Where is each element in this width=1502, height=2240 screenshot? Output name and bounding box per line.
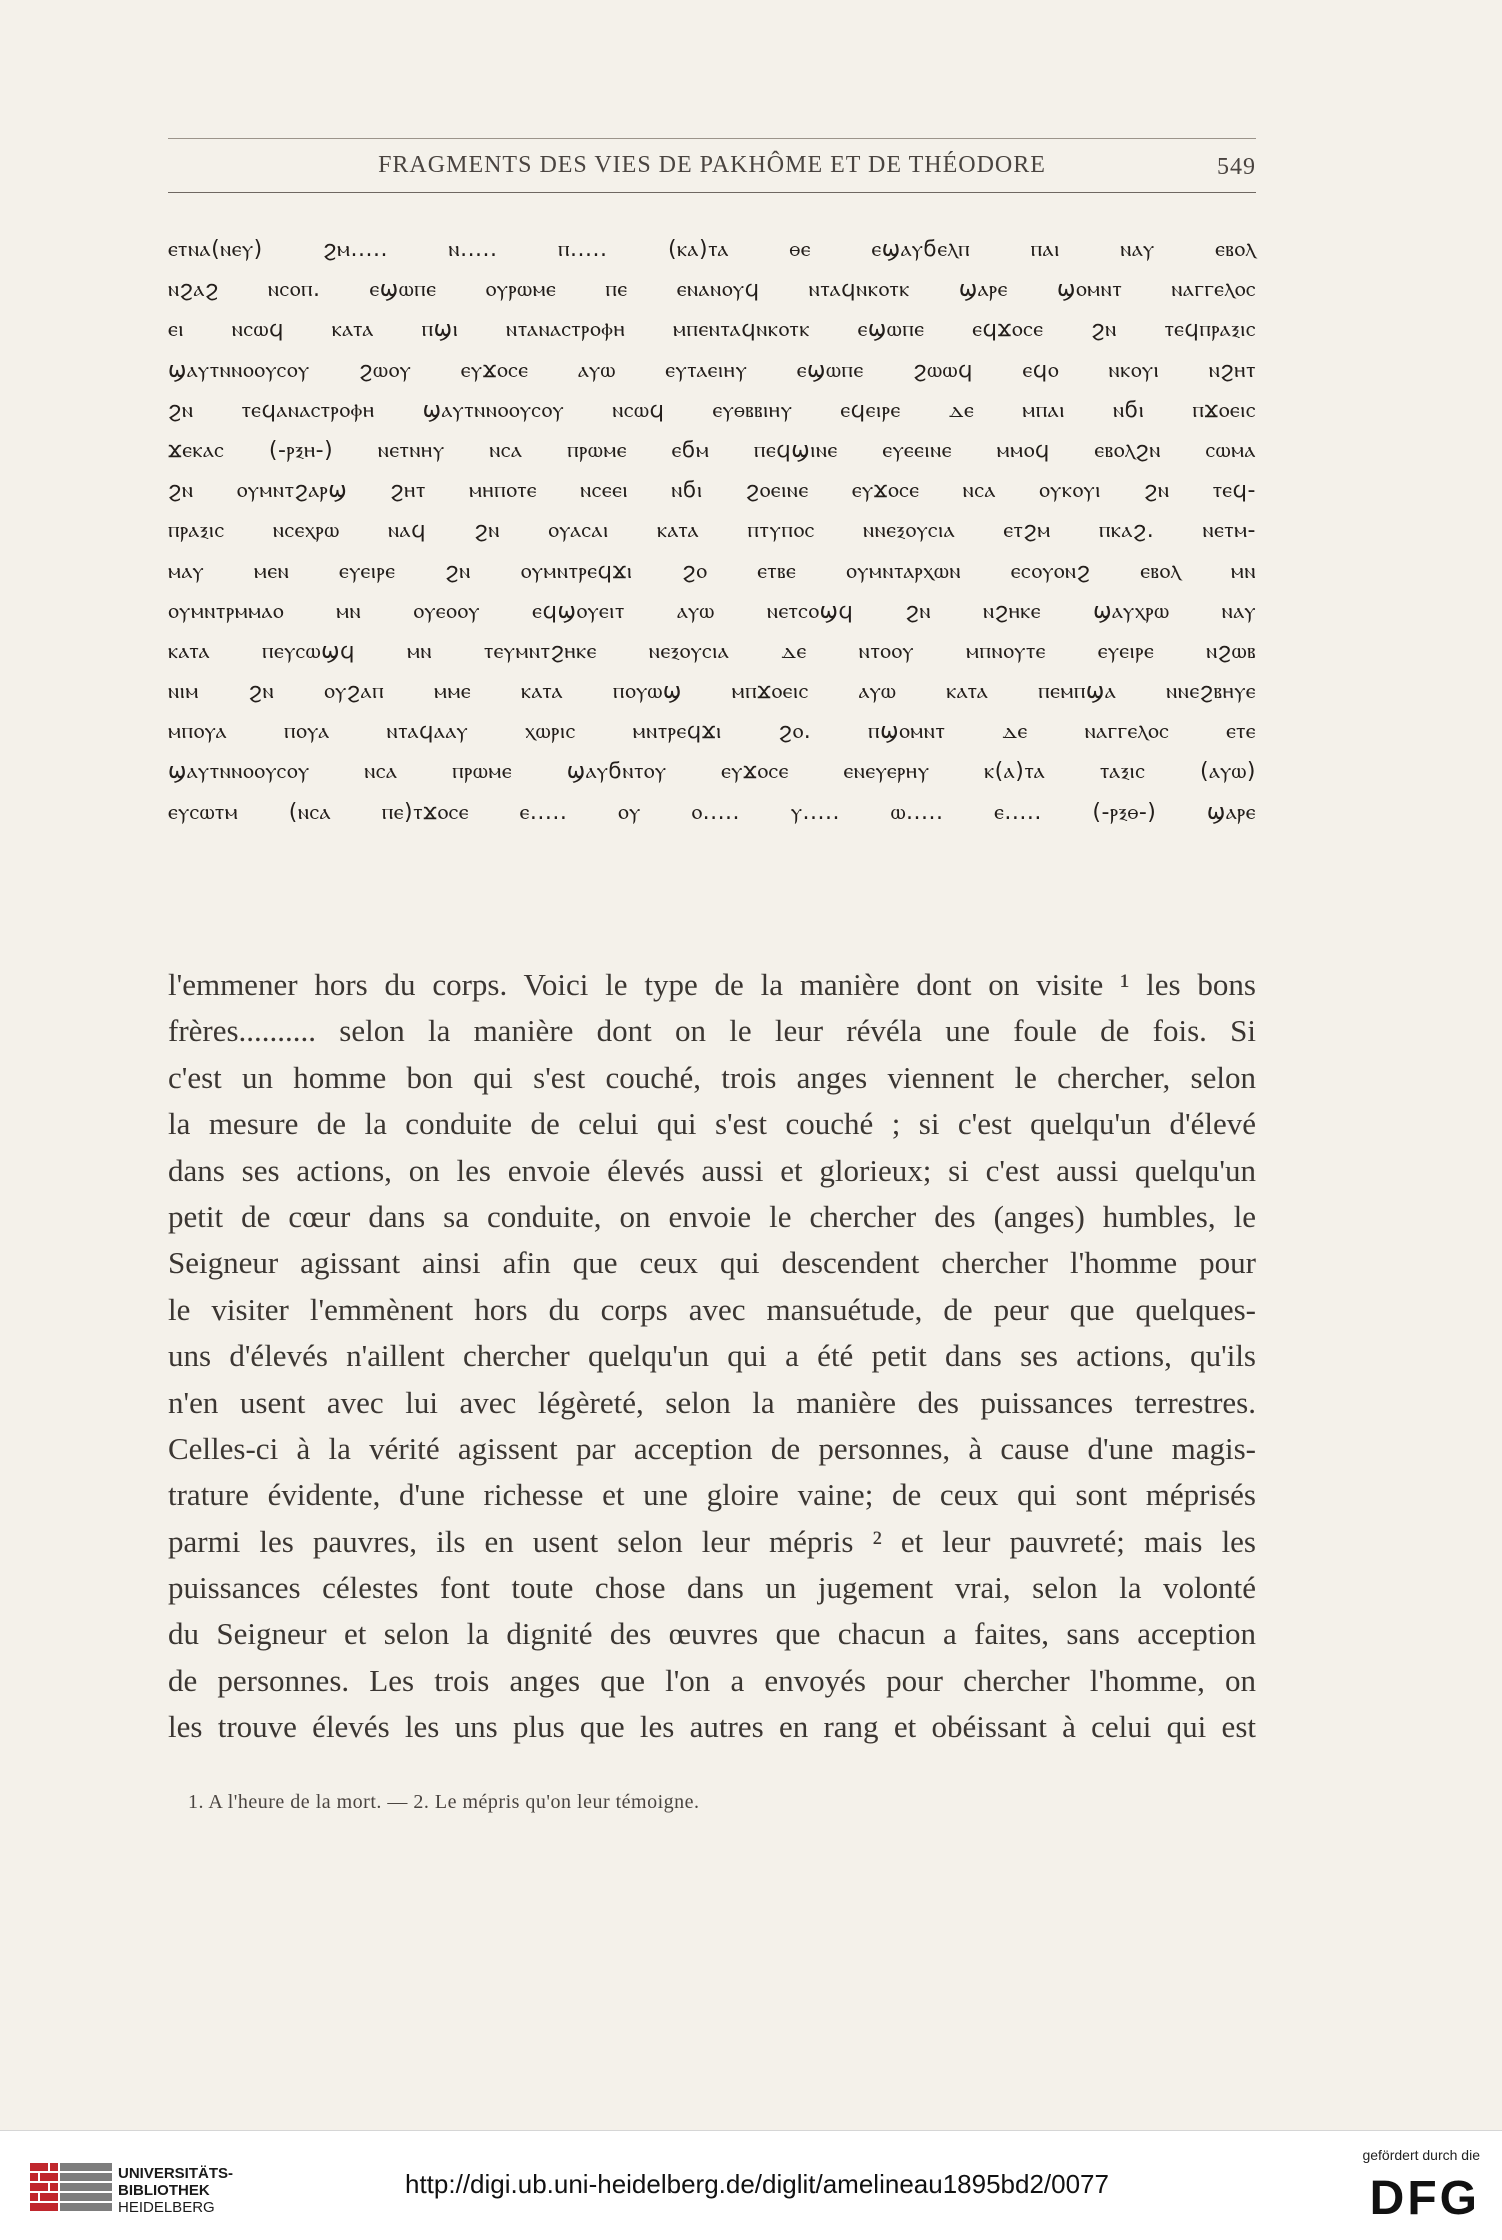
translation-line: dans ses actions, on les envoie élevés aussi et glorieux; si c'est aussi quelqu'un bbox=[168, 1152, 1256, 1188]
translation-line: c'est un homme bon qui s'est couché, trois anges viennent le chercher, selon bbox=[168, 1059, 1256, 1095]
coptic-line: ⲡⲣⲁⲝⲓⲥ ⲛⲥⲉⲭⲣⲱ ⲛⲁϥ ϩⲛ ⲟⲩⲁⲥⲁⲓ ⲕⲁⲧⲁ ⲡⲧⲩⲡⲟⲥ ⲛⲛⲉⲝⲟⲩⲥⲓⲁ ⲉⲧϩⲙ ⲡⲕⲁϩ. ⲛⲉⲧⲙ- bbox=[168, 518, 1256, 544]
translation-line: les trouve élevés les uns plus que les autres en rang et obéissant à celui qui est bbox=[168, 1709, 1256, 1745]
coptic-line: ϩⲛ ⲟⲩⲙⲛⲧϩⲁⲣϣ ϩⲏⲧ ⲙⲏⲡⲟⲧⲉ ⲛⲥⲉⲉⲓ ⲛϭⲓ ϩⲟⲉⲓⲛⲉ ⲉⲩϫⲟⲥⲉ ⲛⲥⲁ ⲟⲩⲕⲟⲩⲓ ϩⲛ ⲧⲉϥ- bbox=[168, 478, 1256, 504]
translation-line: le visiter l'emmènent hors du corps avec mansuétude, de peur que quelques- bbox=[168, 1291, 1256, 1327]
translation-line: puissances célestes font toute chose dans un jugement vrai, selon la volonté bbox=[168, 1570, 1256, 1606]
coptic-line: ⲉⲓ ⲛⲥⲱϥ ⲕⲁⲧⲁ ⲡϣⲓ ⲛⲧⲁⲛⲁⲥⲧⲣⲟⲫⲏ ⲙⲡⲉⲛⲧⲁϥⲛⲕⲟⲧⲕ ⲉϣⲱⲡⲉ ⲉϥϫⲟⲥⲉ ϩⲛ ⲧⲉϥⲡⲣⲁⲝⲓⲥ bbox=[168, 317, 1256, 343]
library-name-line: HEIDELBERG bbox=[118, 2199, 215, 2216]
coptic-line: ϩⲛ ⲧⲉϥⲁⲛⲁⲥⲧⲣⲟⲫⲏ ϣⲁⲩⲧⲛⲛⲟⲟⲩⲥⲟⲩ ⲛⲥⲱϥ ⲉⲩⲑⲃⲃⲓⲏⲩ ⲉϥⲉⲓⲣⲉ ⲇⲉ ⲙⲡⲁⲓ ⲛϭⲓ ⲡϫⲟⲉⲓⲥ bbox=[168, 397, 1256, 423]
footnote: 1. A l'heure de la mort. — 2. Le mépris qu'on leur témoigne. bbox=[188, 1791, 700, 1813]
translation-line: l'emmener hors du corps. Voici le type de la manière dont on visite ¹ les bons bbox=[168, 967, 1256, 1002]
coptic-line: ϫⲉⲕⲁⲥ (-ⲣⲝⲏ-) ⲛⲉⲧⲛⲏⲩ ⲛⲥⲁ ⲡⲣⲱⲙⲉ ⲉϭⲙ ⲡⲉϥϣⲓⲛⲉ ⲉⲩⲉⲉⲓⲛⲉ ⲙⲙⲟϥ ⲉⲃⲟⲗϩⲛ ⲥⲱⲙⲁ bbox=[168, 437, 1256, 463]
document-url-link[interactable]: http://digi.ub.uni-heidelberg.de/diglit/amelineau1895bd2/0077 bbox=[405, 2169, 1109, 2199]
translation-line: petit de cœur dans sa conduite, on envoie le chercher des (anges) humbles, le bbox=[168, 1198, 1256, 1234]
head-rule bbox=[168, 192, 1256, 193]
coptic-line: ⲛⲓⲙ ϩⲛ ⲟⲩϩⲁⲡ ⲙⲙⲉ ⲕⲁⲧⲁ ⲡⲟⲩⲱϣ ⲙⲡϫⲟⲉⲓⲥ ⲁⲩⲱ ⲕⲁⲧⲁ ⲡⲉⲙⲡϣⲁ ⲛⲛⲉϩⲃⲏⲩⲉ bbox=[168, 679, 1256, 705]
coptic-line: ⲛϩⲁϩ ⲛⲥⲟⲡ. ⲉϣⲱⲡⲉ ⲟⲩⲣⲱⲙⲉ ⲡⲉ ⲉⲛⲁⲛⲟⲩϥ ⲛⲧⲁϥⲛⲕⲟⲧⲕ ϣⲁⲣⲉ ϣⲟⲙⲛⲧ ⲛⲁⲅⲅⲉⲗⲟⲥ bbox=[168, 277, 1256, 303]
running-title: FRAGMENTS DES VIES DE PAKHÔME ET DE THÉODORE bbox=[378, 152, 1046, 178]
translation-line: frères.......... selon la manière dont on le leur révéla une foule de fois. Si bbox=[168, 1013, 1256, 1049]
translation-line: n'en usent avec lui avec légèreté, selon la manière des puissances terrestres. bbox=[168, 1384, 1256, 1420]
digitization-footer bbox=[0, 2130, 1502, 2240]
coptic-line: ϣⲁⲩⲧⲛⲛⲟⲟⲩⲥⲟⲩ ϩⲱⲟⲩ ⲉⲩϫⲟⲥⲉ ⲁⲩⲱ ⲉⲩⲧⲁⲉⲓⲏⲩ ⲉϣⲱⲡⲉ ϩⲱⲱϥ ⲉϥⲟ ⲛⲕⲟⲩⲓ ⲛϩⲏⲧ bbox=[168, 357, 1256, 383]
french-translation-block bbox=[168, 962, 1256, 1751]
coptic-line: ⲉⲧⲛⲁ(ⲛⲉⲩ) ϩⲙ..... ⲛ..... ⲡ..... (ⲕⲁ)ⲧⲁ ⲑⲉ ⲉϣⲁⲩϭⲉⲗⲡ ⲡⲁⲓ ⲛⲁⲩ ⲉⲃⲟⲗ bbox=[168, 237, 1256, 262]
coptic-line: ⲙⲁⲩ ⲙⲉⲛ ⲉⲩⲉⲓⲣⲉ ϩⲛ ⲟⲩⲙⲛⲧⲣⲉϥϫⲓ ϩⲟ ⲉⲧⲃⲉ ⲟⲩⲙⲛⲧⲁⲣⲭⲱⲛ ⲉⲥⲟⲩⲟⲛϩ ⲉⲃⲟⲗ ⲙⲛ bbox=[168, 558, 1256, 584]
translation-line: Seigneur agissant ainsi afin que ceux qui descendent chercher l'homme pour bbox=[168, 1245, 1256, 1281]
running-head bbox=[168, 152, 1256, 186]
library-name-line: BIBLIOTHEK bbox=[118, 2182, 210, 2199]
coptic-line: ⲕⲁⲧⲁ ⲡⲉⲩⲥⲱϣϥ ⲙⲛ ⲧⲉⲩⲙⲛⲧϩⲏⲕⲉ ⲛⲉⲝⲟⲩⲥⲓⲁ ⲇⲉ ⲛⲧⲟⲟⲩ ⲙⲡⲛⲟⲩⲧⲉ ⲉⲩⲉⲓⲣⲉ ⲛϩⲱⲃ bbox=[168, 638, 1256, 664]
translation-line: uns d'élevés n'aillent chercher quelqu'un qui a été petit dans ses actions, qu'ils bbox=[168, 1338, 1256, 1374]
coptic-line: ϣⲁⲩⲧⲛⲛⲟⲟⲩⲥⲟⲩ ⲛⲥⲁ ⲡⲣⲱⲙⲉ ϣⲁⲩϭⲛⲧⲟⲩ ⲉⲩϫⲟⲥⲉ ⲉⲛⲉⲩⲉⲣⲏⲩ ⲕ(ⲁ)ⲧⲁ ⲧⲁⲝⲓⲥ (ⲁⲩⲱ) bbox=[168, 759, 1256, 785]
translation-line: la mesure de la conduite de celui qui s'est couché ; si c'est quelqu'un d'élevé bbox=[168, 1106, 1256, 1142]
translation-line: parmi les pauvres, ils en usent selon leur mépris ² et leur pauvreté; mais les bbox=[168, 1523, 1256, 1559]
translation-line: trature évidente, d'une richesse et une gloire vaine; de ceux qui sont méprisés bbox=[168, 1477, 1256, 1513]
library-name-line: UNIVERSITÄTS- bbox=[118, 2165, 234, 2182]
dfg-logo: DFG bbox=[1369, 2172, 1480, 2225]
translation-line: Celles-ci à la vérité agissent par acception de personnes, à cause d'une magis- bbox=[168, 1430, 1256, 1466]
coptic-text-block bbox=[168, 230, 1256, 833]
translation-line: de personnes. Les trois anges que l'on a envoyés pour chercher l'homme, on bbox=[168, 1662, 1256, 1698]
coptic-line: ⲙⲡⲟⲩⲁ ⲡⲟⲩⲁ ⲛⲧⲁϥⲁⲁⲩ ⲭⲱⲣⲓⲥ ⲙⲛⲧⲣⲉϥϫⲓ ϩⲟ. ⲡϣⲟⲙⲛⲧ ⲇⲉ ⲛⲁⲅⲅⲉⲗⲟⲥ ⲉⲧⲉ bbox=[168, 719, 1256, 745]
coptic-line: ⲉⲩⲥⲱⲧⲙ (ⲛⲥⲁ ⲡⲉ)ⲧϫⲟⲥⲉ ⲉ..... ⲟⲩ ⲟ..... ⲩ..... ⲱ..... ⲉ..... (-ⲣⲝⲑ-) ϣⲁⲣⲉ bbox=[168, 799, 1256, 825]
page-number: 549 bbox=[1217, 154, 1256, 180]
funding-caption: gefördert durch die bbox=[1362, 2147, 1480, 2163]
coptic-line: ⲟⲩⲙⲛⲧⲣⲙⲙⲁⲟ ⲙⲛ ⲟⲩⲉⲟⲟⲩ ⲉϥϣⲟⲩⲉⲓⲧ ⲁⲩⲱ ⲛⲉⲧⲥⲟϣϥ ϩⲛ ⲛϩⲏⲕⲉ ϣⲁⲩⲭⲣⲱ ⲛⲁⲩ bbox=[168, 598, 1256, 624]
translation-line: du Seigneur et selon la dignité des œuvres que chacun a faites, sans acception bbox=[168, 1616, 1256, 1652]
library-name bbox=[118, 2165, 233, 2216]
top-rule bbox=[168, 138, 1256, 139]
